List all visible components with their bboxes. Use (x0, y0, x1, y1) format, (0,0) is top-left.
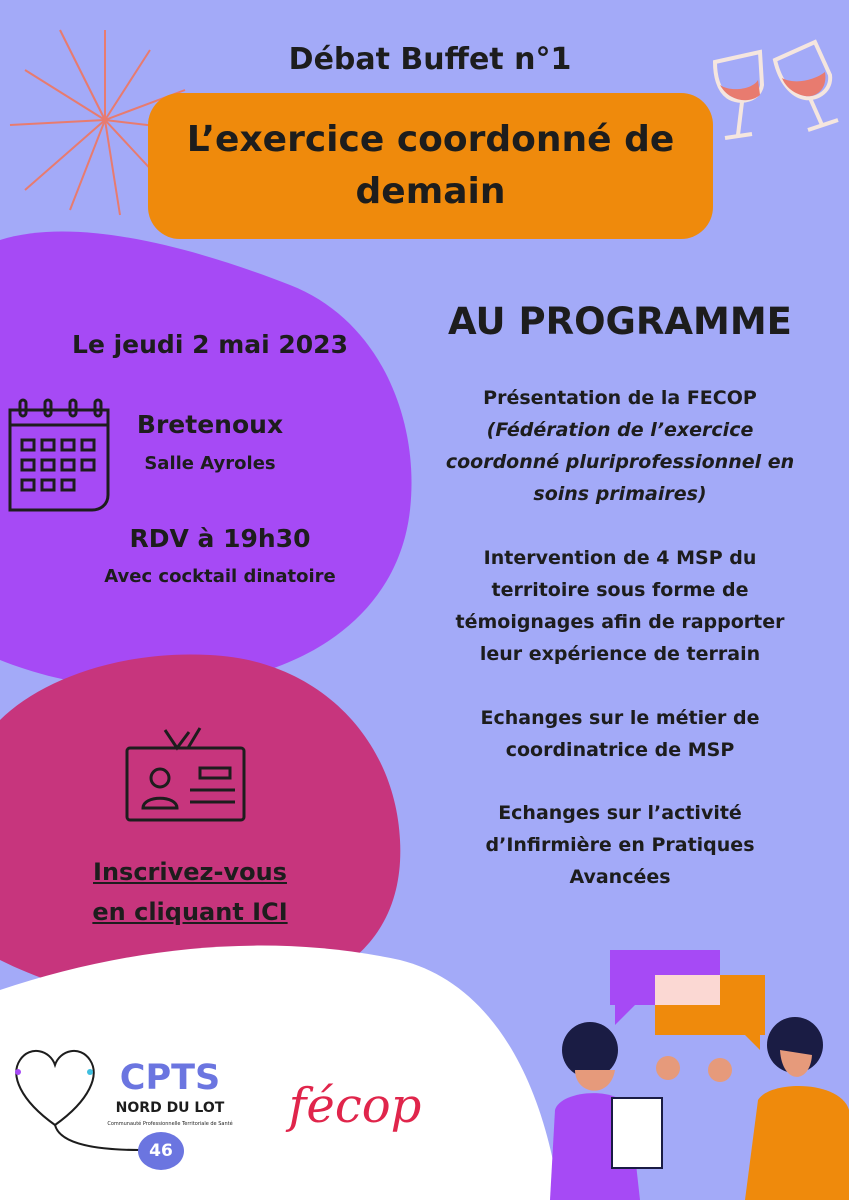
cpts-logo-subtitle: NORD DU LOT (115, 1100, 225, 1116)
program-item-ipa (430, 797, 810, 893)
program-item-text: témoignages afin de rapporter (455, 611, 785, 633)
program-item-msp (430, 542, 810, 670)
event-time: RDV à 19h30 (129, 524, 311, 553)
people-illustration-icon (550, 1017, 849, 1200)
event-label: Débat Buffet n°1 (288, 42, 572, 77)
cpts-logo-small-text: Communauté Professionnelle Territoriale de Santé (107, 1121, 233, 1127)
register-line1[interactable]: Inscrivez-vous (93, 858, 287, 886)
program-item-text: Echanges sur le métier de (480, 707, 760, 729)
program-item-text: soins primaires) (533, 483, 707, 505)
cpts-logo-number: 46 (138, 1132, 184, 1170)
white-footer-shape (0, 946, 560, 1200)
program-item-text: coordonné pluriprofessionnel en (445, 451, 795, 473)
event-cocktail: Avec cocktail dinatoire (104, 566, 336, 587)
event-title-box (148, 93, 713, 239)
program-item-text: coordinatrice de MSP (505, 739, 735, 761)
event-title-line2: demain (355, 171, 506, 212)
cpts-logo-text: CPTS (119, 1058, 221, 1098)
program-item-text: d’Infirmière en Pratiques (485, 834, 755, 856)
event-title-line1: L’exercice coordonné de (186, 119, 675, 160)
program-title: AU PROGRAMME (448, 300, 792, 343)
register-link[interactable] (55, 852, 325, 932)
program-item-fecop (430, 382, 810, 510)
program-item-text: Avancées (569, 866, 671, 888)
program-item-text: Intervention de 4 MSP du (483, 547, 757, 569)
event-city: Bretenoux (136, 410, 284, 439)
event-date: Le jeudi 2 mai 2023 (72, 330, 348, 359)
program-item-text: Echanges sur l’activité (498, 802, 742, 824)
program-item-text: (Fédération de l’exercice (486, 419, 754, 441)
program-item-text: Présentation de la FECOP (483, 387, 757, 409)
program-item-text: leur expérience de terrain (479, 643, 761, 665)
program-item-text: territoire sous forme de (491, 579, 749, 601)
event-venue: Salle Ayroles (144, 453, 276, 474)
fecop-logo: fécop (288, 1078, 422, 1134)
register-line2[interactable]: en cliquant ICI (92, 898, 288, 926)
program-item-coordinatrice (430, 702, 810, 766)
